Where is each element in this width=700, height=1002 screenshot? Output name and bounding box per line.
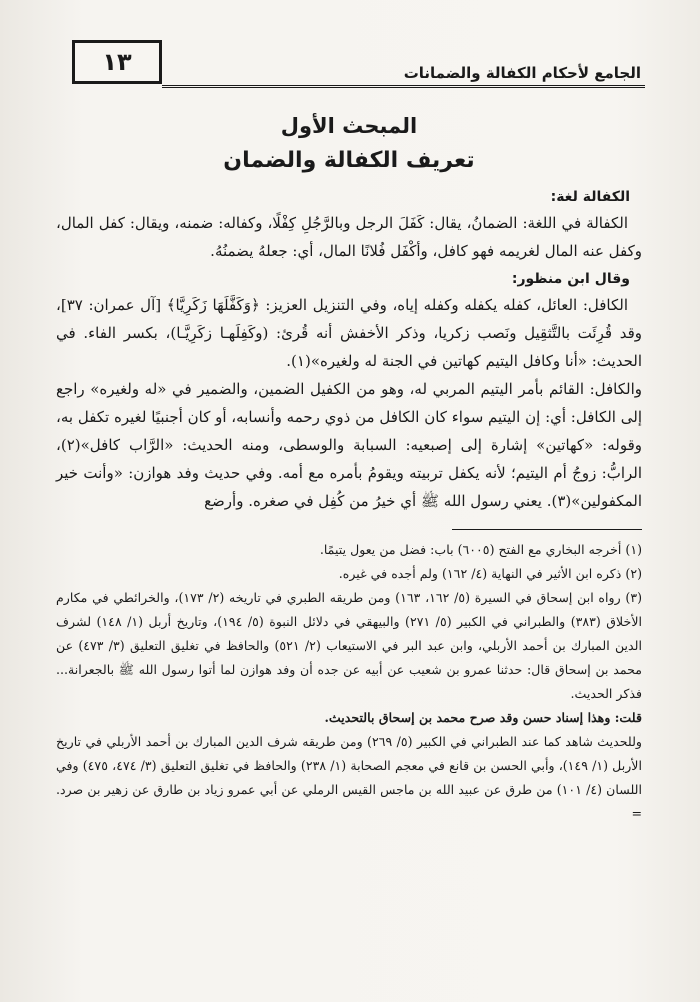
footnote-continuation: وللحديث شاهد كما عند الطبراني في الكبير (٥/ ٢٦٩) ومن طريقه شرف الدين المبارك بن أحمد الأربلي في تاريخ الأربل (١/ ١٤٩)، وأبي الحسن بن قانع في معجم الصحابة (١/ ٢٣٨) والحافظ في تغليق التعليق (٣/ ٤٧٤، ٤٧٥) وفي اللسان (٤/ ١٠١) من طرق عن عبيد الله بن ماجس القيس الرملي عن أبي عمرو زياد بن طارق عن زهير بن صرد. =	[56, 734, 643, 821]
page-body	[56, 108, 642, 826]
page-header	[72, 40, 645, 88]
footnote-3: (٣) رواه ابن إسحاق في السيرة (٥/ ١٦٢، ١٦٣) ومن طريقه الطبري في تاريخه (٢/ ١٧٣)، والخرائطي في مكارم الأخلاق (٣٨٣) والطبراني في الكبير (٥/ ٢٧١) والبيهقي في دلائل النبوة (٥/ ١٩٤)، وتاريخ أربل (١/ ١٤٨) لشرف الدين المبارك بن أحمد الأربلي، وابن عبد البر في الاستيعاب (٢/ ٥٢١) والحافظ في تغليق التعليق (٣/ ٤٧٣) عن محمد بن إسحاق قال: حدثنا عمرو بن شعيب عن أبيه عن جده أن وفد هوازن لما أتوا رسول الله ﷺ بالجعرانة... فذكر الحديث.	[56, 590, 643, 701]
running-title: الجامع لأحكام الكفالة والضمانات	[403, 64, 641, 82]
footnote-note: قلت: وهذا إسناد حسن وقد صرح محمد بن إسحاق بالتحديث.	[324, 710, 642, 725]
footnote-1: (١) أخرجه البخاري مع الفتح (٦٠٠٥) باب: فضل من يعول يتيمًا.	[319, 542, 642, 557]
paragraph-kafil-2: والكافل: القائم بأمر اليتيم المربي له، وهو من الكفيل الضمين، والضمير في «له ولغيره» راجع إلى الكافل: أي: إن اليتيم سواء كان الكافل من ذوي رحمه وأنسابه، أو كان أجنبيًا لغيره تكفل به، وقوله: «كهاتين» إشارة إلى إصبعيه: السبابة والوسطى، ومنه الحديث: «الرَّاب كافل»(٢)، الرابُّ: زوجُ أم اليتيم؛ لأنه يكفل تربيته ويقومُ بأمره مع أمه. وفي حديث وفد هوازن: «وأنت خير المكفولين»(٣). يعني رسول الله ﷺ أي خيرُ من كُفِل في صغره. وأرضع	[56, 380, 642, 510]
section-heading: المبحث الأول	[280, 114, 418, 138]
page-number-box: ١٣	[72, 40, 162, 84]
footnote-2: (٢) ذكره ابن الأثير في النهاية (٤/ ١٦٢) ولم أجده في غيره.	[338, 566, 642, 581]
section-title: تعريف الكفالة والضمان	[223, 148, 475, 173]
paragraph-definition: الكفالة في اللغة: الضمانُ، يقال: كَفَلَ الرجل وبالرَّجُلِ كِفْلًا، وكفاله: ضمنه، ويقال: كفل المال، وكفل عنه المال لغريمه فهو كافل، وأكْفَل فُلانًا المال، أي: جعلهُ يضمنُهُ.	[56, 214, 642, 260]
subheading-lughah: الكفالة لغة:	[550, 189, 630, 205]
footnote-divider	[452, 529, 642, 530]
paragraph-kafil: الكافل: العائل، كفله يكفله وكفله إياه، وفي التنزيل العزيز: ﴿وَكَفَّلَهَا زَكَرِيَّا﴾ [آل عمران: ٣٧]، وقد قُرِئَت بالتَّثقِيل ونَصب زكريا، وذكر الأخفش أنه قُرئ: (وكَفِلَهـا زكَرِيَّـا)، بكسر الفاء. في الحديث: «أنا وكافل اليتيم كهاتين في الجنة له ولغيره»(١).	[56, 296, 642, 370]
header-rule	[162, 85, 645, 88]
subheading-ibn-manzur: وقال ابن منظور:	[511, 271, 630, 287]
